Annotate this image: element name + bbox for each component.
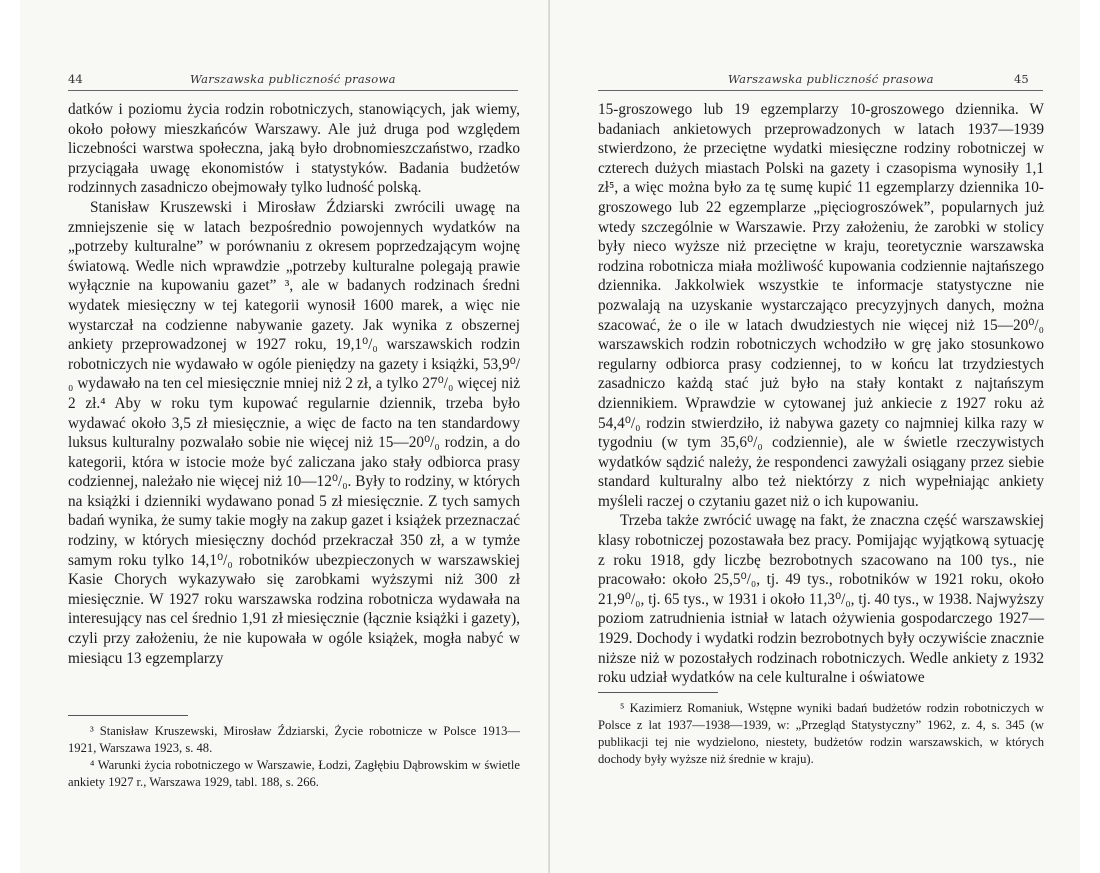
footnote-5: ⁵ Kazimierz Romaniuk, Wstępne wyniki badań budżetów rodzin robotniczych w Polsce z lat 1937—1938—1939, w: „Przegląd Statystyczny” 1962, z. 4, s. 345 (w publikacji tej nie wydzielono, niestety, budżetów rodzin warszawskich, w których dochody były wyższe niż średnie w kraju). bbox=[598, 701, 1044, 766]
paragraph: Trzeba także zwrócić uwagę na fakt, że znaczna część warszawskiej klasy robotniczej pozostawała bez pracy. Pomijając wyjątkową sytuację z roku 1918, gdy liczbę bezrobotnych szacowano na 100 tys., nie pracowało: około 25,5⁰/₀, tj. 49 tys., robotników w 1921 roku, około 21,9⁰/₀, tj. 65 tys., w 1931 i około 11,3⁰/₀, tj. 40 tys., w 1938. Najwyższy poziom zatrudnienia istniał w latach ożywienia gospodarczego 1927—1929. Dochody i wydatki rodzin bezrobotnych były oczywiście znacznie niższe niż w pozostałych rodzinach robotniczych. Wedle ankiety z 1932 roku udział wydatków na cele kulturalne i oświatowe bbox=[598, 512, 1044, 687]
running-head: Warszawska publiczność prasowa bbox=[190, 72, 396, 86]
left-page bbox=[20, 0, 550, 873]
page-number: 44 bbox=[68, 72, 83, 86]
body-text bbox=[68, 100, 520, 668]
paragraph: 15-groszowego lub 19 egzemplarzy 10-groszowego dziennika. W badaniach ankietowych przeprowadzonych w latach 1937—1939 stwierdzono, że przeciętne wydatki miesięczne rodziny robotniczej w czterech dużych miastach Polski na gazety i czasopisma wynosiły 1,1 zł⁵, a więc można było za tę sumę kupić 11 egzemplarzy dziennika 10-groszowego lub 22 egzemplarze „pięciogroszówek”, popularnych już wtedy szczególnie w Warszawie. Przy założeniu, że zarobki w stolicy były nieco wyższe niż przeciętne w kraju, teoretycznie warszawska rodzina robotnicza miała możliwość kupowania codziennie najtańszego dziennika. Jakkolwiek wszystkie te informacje statystyczne nie pozwalają na uzyskanie wystarczająco precyzyjnych danych, można szacować, że o ile w latach dwudziestych nie więcej niż 15—20⁰/₀ warszawskich rodzin robotniczych wchodziło w grę jako stosunkowo regularny odbiorca prasy codziennej, to w końcu lat trzydziestych zasadniczo każdą stać już było na stały kontakt z najtańszym dziennikiem. Wprawdzie w cytowanej już ankiecie z 1927 roku aż 54,4⁰/₀ rodzin stwierdziło, iż nabywa gazety co najmniej kilka razy w tygodniu (w tym 35,6⁰/₀ codziennie), ale w świetle rzeczywistych wydatków sądzić należy, że respondenci zawyżali osiągany przez siebie standard kulturalny albo też niektórzy z nich wypełniając ankiety myśleli raczej o czytaniu gazet niż o ich kupowaniu. bbox=[598, 101, 1044, 510]
running-head: Warszawska publiczność prasowa bbox=[728, 72, 934, 86]
footnotes bbox=[598, 700, 1044, 768]
footnotes bbox=[68, 723, 520, 791]
right-page bbox=[550, 0, 1080, 873]
footnote-4: ⁴ Warunki życia robotniczego w Warszawie, Łodzi, Zagłębiu Dąbrowskim w świetle ankiety 1927 r., Warszawa 1929, tabl. 188, s. 266. bbox=[68, 758, 520, 789]
header-rule bbox=[68, 90, 518, 91]
paragraph: datków i poziomu życia rodzin robotniczych, stanowiących, jak wiemy, około połowy mieszkańców Warszawy. Ale już druga pod względem liczebności warstwa społeczna, jaką było drobnomieszczaństwo, rzadko przyciągała uwagę ekonomistów i statystyków. Badania budżetów rodzinnych zasadniczo obejmowały tylko ludność polską. bbox=[68, 101, 520, 197]
body-text bbox=[598, 100, 1044, 688]
header-rule bbox=[598, 90, 1043, 91]
page-number: 45 bbox=[1014, 72, 1029, 86]
scan-margin-left bbox=[0, 0, 20, 873]
footnote-rule bbox=[598, 692, 718, 693]
footnote-3: ³ Stanisław Kruszewski, Mirosław Ździarski, Życie robotnicze w Polsce 1913—1921, Warszawa 1923, s. 48. bbox=[68, 724, 520, 755]
footnote-rule bbox=[68, 715, 188, 716]
paragraph: Stanisław Kruszewski i Mirosław Ździarski zwrócili uwagę na zmniejszenie się w latach bezpośrednio powojennych wydatków na „potrzeby kulturalne” w porównaniu z okresem poprzedzającym wojnę światową. Wedle nich wprawdzie „potrzeby kulturalne polegają prawie wyłącznie na kupowaniu gazet” ³, ale w badanych rodzinach średni wydatek miesięczny w tej kategorii wynosił 1600 marek, a więc nie wystarczał na codzienne nabywanie gazety. Jak wynika z obszernej ankiety przeprowadzonej w 1927 roku, 19,1⁰/₀ warszawskich rodzin robotniczych nie wydawało w ogóle pieniędzy na gazety i książki, 53,9⁰/₀ wydawało na ten cel miesięcznie mniej niż 2 zł, a tylko 27⁰/₀ więcej niż 2 zł.⁴ Aby w roku tym kupować regularnie dziennik, trzeba było wydawać około 3,5 zł miesięcznie, a więc de facto na ten standardowy luksus kulturalny pozwalało sobie nie więcej niż 15—20⁰/₀ rodzin, a do kategorii, która w istocie może być zaliczana jako stały odbiorca prasy codziennej, należało nie więcej niż 10—12⁰/₀. Były to rodziny, w których na książki i dzienniki wydawano ponad 5 zł miesięcznie. Z tych samych badań wynika, że sumy takie mogły na zakup gazet i książek przeznaczać rodziny, w których miesięczny dochód przekraczał 350 zł, a w tymże samym roku tylko 14,1⁰/₀ robotników ubezpieczonych w warszawskiej Kasie Chorych wykazywało się zarobkami wyższymi niż 300 zł miesięcznie. W 1927 roku warszawska rodzina robotnicza wydawała na interesujący nas cel średnio 1,91 zł miesięcznie (łącznie książki i gazety), czyli przy założeniu, że nie kupowała w ogóle książek, mogła nabyć w miesiącu 13 egzemplarzy bbox=[68, 198, 520, 667]
scan-margin-right bbox=[1080, 0, 1100, 873]
